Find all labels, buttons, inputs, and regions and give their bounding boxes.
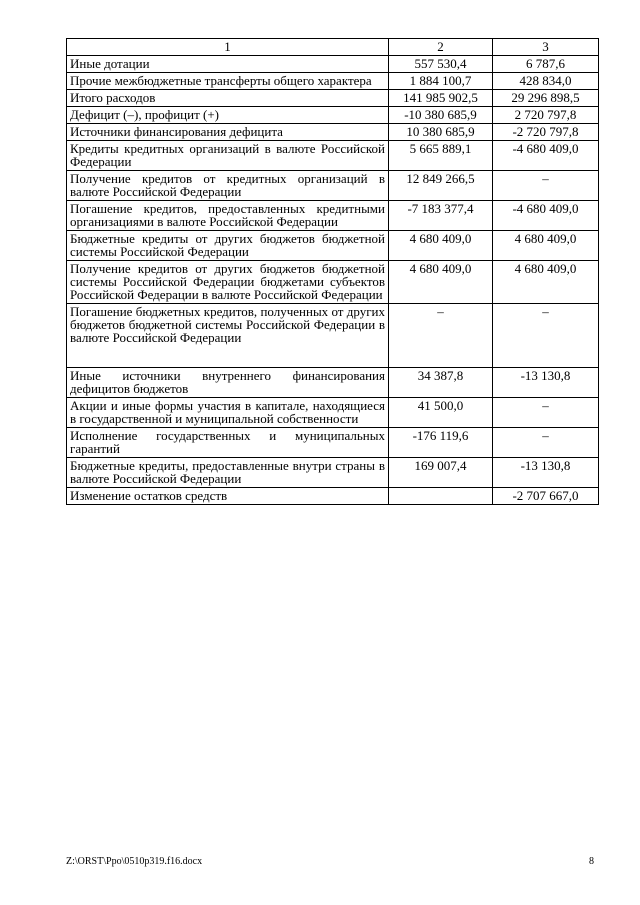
table-row: [67, 304, 599, 368]
value-col-3: 2 720 797,8: [493, 107, 599, 124]
table-row: [67, 56, 599, 73]
column-header-1: 1: [67, 39, 389, 56]
column-header-2: 2: [389, 39, 493, 56]
row-label: Изменение остатков средств: [67, 488, 389, 505]
value-col-3: 29 296 898,5: [493, 90, 599, 107]
value-col-2: -176 119,6: [389, 428, 493, 458]
value-col-2: 1 884 100,7: [389, 73, 493, 90]
table-row: [67, 428, 599, 458]
value-col-3: -13 130,8: [493, 368, 599, 398]
table-row: [67, 398, 599, 428]
value-col-3: –: [493, 398, 599, 428]
value-col-2: 4 680 409,0: [389, 261, 493, 304]
value-col-2: –: [389, 304, 493, 368]
table-row: [67, 231, 599, 261]
value-col-3: 4 680 409,0: [493, 261, 599, 304]
table-row: [67, 73, 599, 90]
value-col-3: -4 680 409,0: [493, 201, 599, 231]
value-col-2: 4 680 409,0: [389, 231, 493, 261]
value-col-3: 4 680 409,0: [493, 231, 599, 261]
row-label: Иные дотации: [67, 56, 389, 73]
table-header-row: [67, 39, 599, 56]
table-row: [67, 261, 599, 304]
table-row: [67, 488, 599, 505]
value-col-3: -2 720 797,8: [493, 124, 599, 141]
value-col-2: 10 380 685,9: [389, 124, 493, 141]
value-col-3: –: [493, 428, 599, 458]
value-col-2: 141 985 902,5: [389, 90, 493, 107]
value-col-3: 428 834,0: [493, 73, 599, 90]
table-row: [67, 141, 599, 171]
row-label: Погашение кредитов, предоставленных кредитными организациями в валюте Российской Федерации: [67, 201, 389, 231]
value-col-2: 557 530,4: [389, 56, 493, 73]
row-label: Бюджетные кредиты от других бюджетов бюджетной системы Российской Федерации: [67, 231, 389, 261]
value-col-2: 12 849 266,5: [389, 171, 493, 201]
row-label: Бюджетные кредиты, предоставленные внутри страны в валюте Российской Федерации: [67, 458, 389, 488]
row-label: Итого расходов: [67, 90, 389, 107]
row-label: Источники финансирования дефицита: [67, 124, 389, 141]
row-label: Прочие межбюджетные трансферты общего характера: [67, 73, 389, 90]
footer-file-path: Z:\ORST\Ppo\0510p319.f16.docx: [66, 856, 203, 867]
value-col-2: 169 007,4: [389, 458, 493, 488]
value-col-3: 6 787,6: [493, 56, 599, 73]
footer-page-number: 8: [589, 856, 594, 867]
table-row: [67, 368, 599, 398]
row-label: Кредиты кредитных организаций в валюте Российской Федерации: [67, 141, 389, 171]
value-col-2: 5 665 889,1: [389, 141, 493, 171]
value-col-2: -10 380 685,9: [389, 107, 493, 124]
column-header-3: 3: [493, 39, 599, 56]
row-label: Получение кредитов от других бюджетов бюджетной системы Российской Федерации бюджетами субъектов Российской Федерации в валюте Российской Федерации: [67, 261, 389, 304]
row-label: Получение кредитов от кредитных организаций в валюте Российской Федерации: [67, 171, 389, 201]
row-label: Исполнение государственных и муниципальных гарантий: [67, 428, 389, 458]
value-col-2: [389, 488, 493, 505]
table-body: [67, 56, 599, 505]
row-label: Погашение бюджетных кредитов, полученных от других бюджетов бюджетной системы Российской Федерации в валюте Российской Федерации: [67, 304, 389, 368]
row-label: Дефицит (–), профицит (+): [67, 107, 389, 124]
budget-table: [66, 38, 599, 505]
value-col-3: -13 130,8: [493, 458, 599, 488]
row-label: Акции и иные формы участия в капитале, находящиеся в государственной и муниципальной собственности: [67, 398, 389, 428]
table-row: [67, 458, 599, 488]
value-col-2: 34 387,8: [389, 368, 493, 398]
value-col-2: 41 500,0: [389, 398, 493, 428]
row-label: Иные источники внутреннего финансирования дефицитов бюджетов: [67, 368, 389, 398]
value-col-3: -4 680 409,0: [493, 141, 599, 171]
value-col-3: -2 707 667,0: [493, 488, 599, 505]
value-col-2: -7 183 377,4: [389, 201, 493, 231]
table-row: [67, 90, 599, 107]
table-row: [67, 107, 599, 124]
table-row: [67, 201, 599, 231]
table-row: [67, 124, 599, 141]
value-col-3: –: [493, 304, 599, 368]
table-row: [67, 171, 599, 201]
value-col-3: –: [493, 171, 599, 201]
